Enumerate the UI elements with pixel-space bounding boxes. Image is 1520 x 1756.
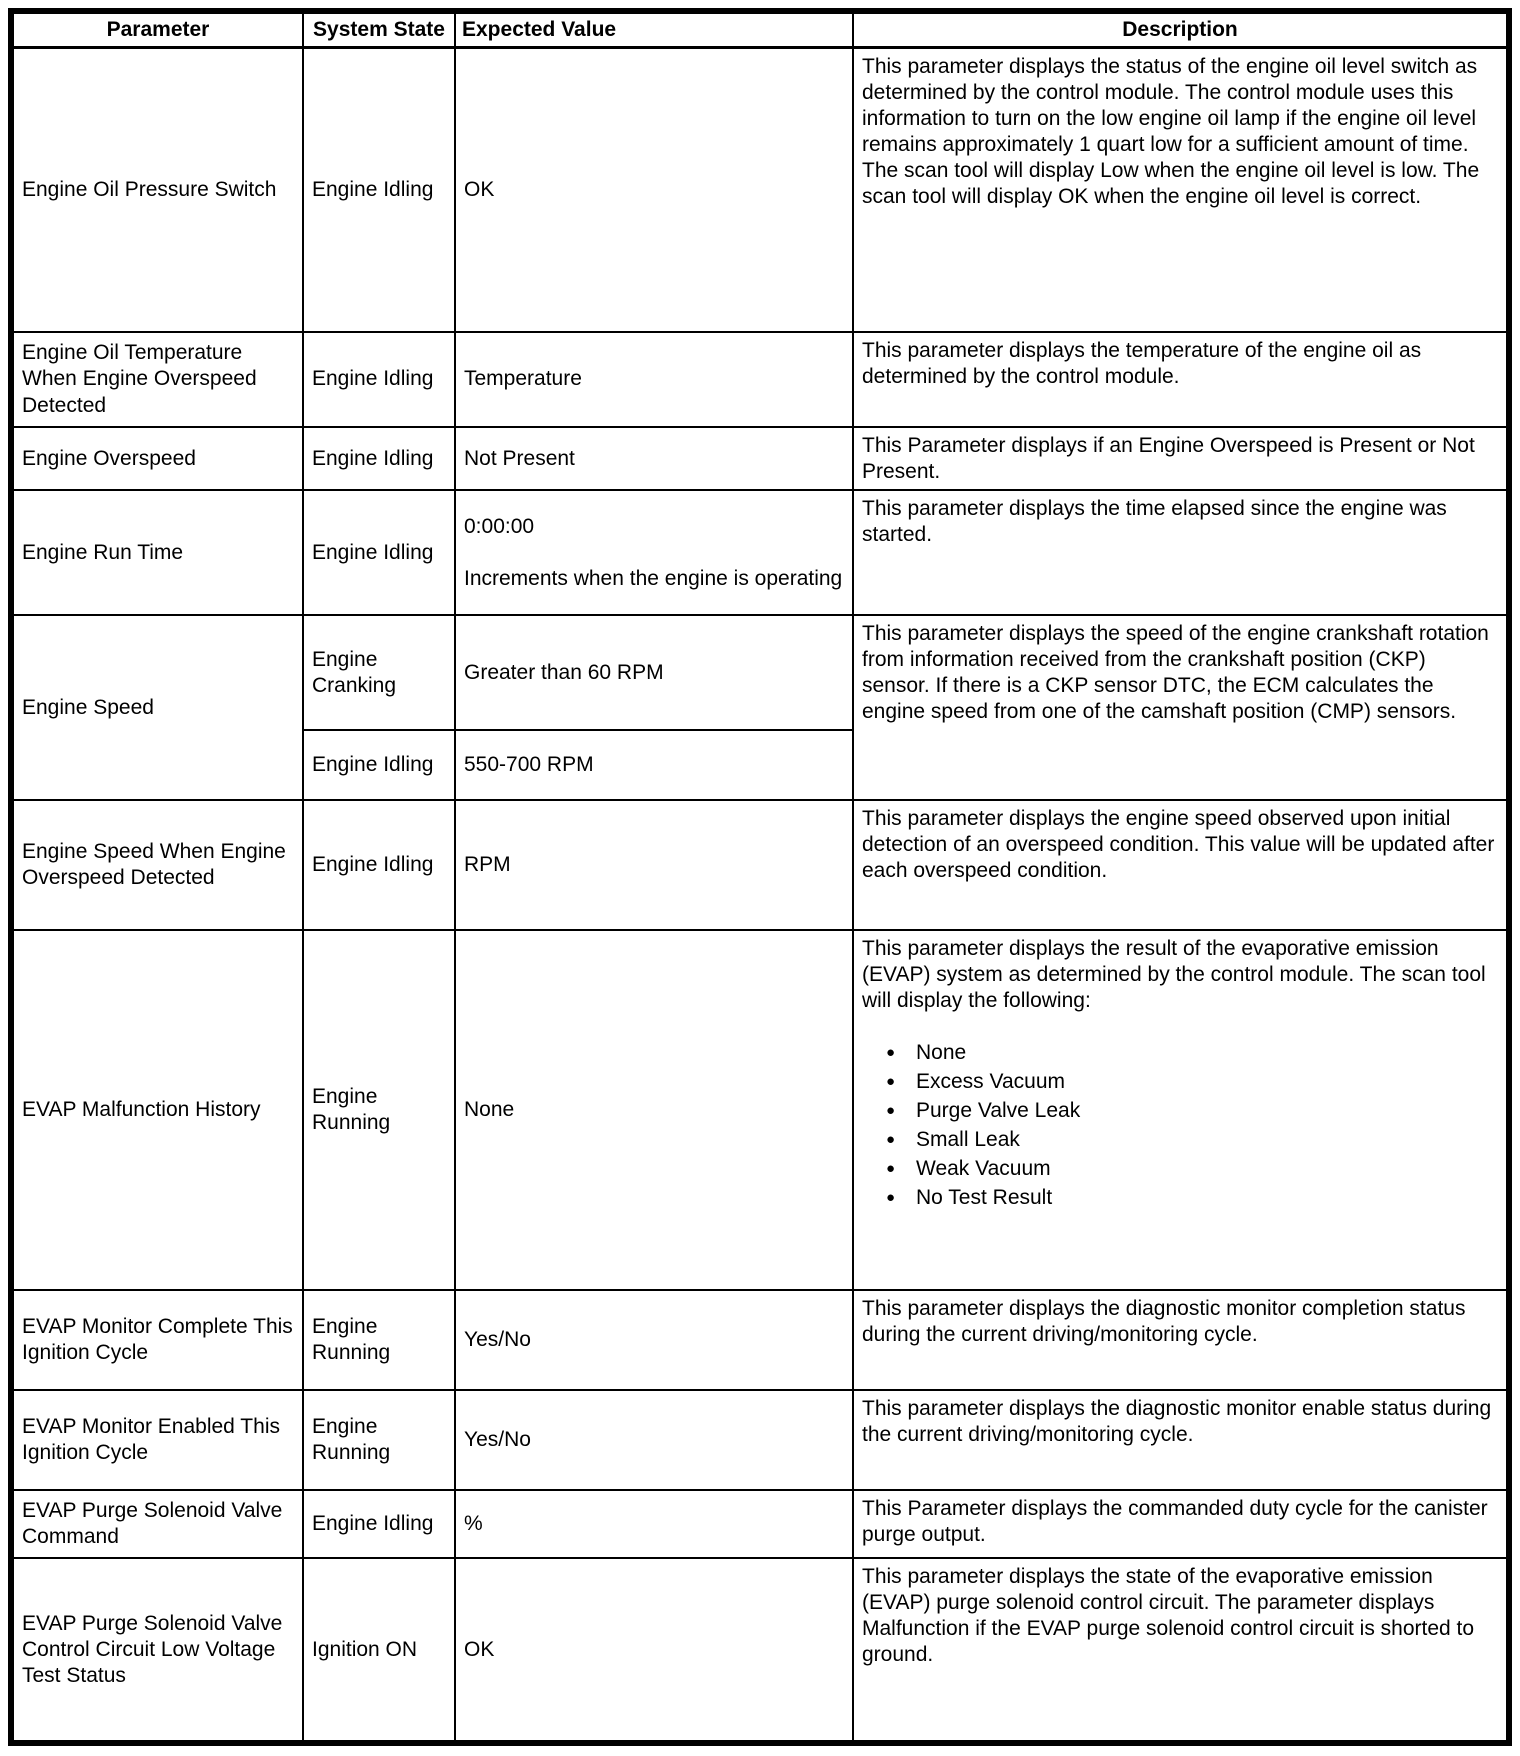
table-row — [11, 1490, 1509, 1558]
column-header-parameter: Parameter — [11, 11, 303, 47]
bullet-icon: ● — [886, 1131, 896, 1149]
expected-value-cell: OK — [455, 47, 853, 332]
table-row — [11, 47, 1509, 332]
bullet-list-item — [886, 1156, 1498, 1182]
parameter-cell: Engine Speed — [11, 615, 303, 800]
description-cell: This parameter displays the engine speed observed upon initial detection of an overspeed condition. This value will be updated after each overspeed condition. — [853, 800, 1509, 930]
description-cell: This Parameter displays the commanded duty cycle for the canister purge output. — [853, 1490, 1509, 1558]
table-row — [11, 1558, 1509, 1743]
parameter-cell: EVAP Monitor Complete This Ignition Cycle — [11, 1290, 303, 1390]
bullet-text: Small Leak — [916, 1128, 1020, 1152]
bullet-list-item — [886, 1098, 1498, 1124]
system-state-cell: Engine Idling — [303, 332, 455, 427]
bullet-text: Purge Valve Leak — [916, 1099, 1081, 1123]
table-row — [11, 930, 1509, 1290]
system-state-cell: Engine Idling — [303, 490, 455, 615]
description-cell: This parameter displays the speed of the engine crankshaft rotation from information received from the crankshaft position (CKP) sensor. If there is a CKP sensor DTC, the ECM calculates the engine speed from one of the camshaft position (CMP) sensors. — [853, 615, 1509, 800]
table-row — [11, 615, 1509, 730]
bullet-text: Excess Vacuum — [916, 1070, 1065, 1094]
description-cell: This parameter displays the diagnostic monitor completion status during the current driving/monitoring cycle. — [853, 1290, 1509, 1390]
expected-value-cell: Not Present — [455, 427, 853, 490]
system-state-cell: Engine Idling — [303, 47, 455, 332]
expected-value-cell: % — [455, 1490, 853, 1558]
description-cell — [853, 930, 1509, 1290]
system-state-cell: Ignition ON — [303, 1558, 455, 1743]
parameter-cell: Engine Oil Temperature When Engine Overspeed Detected — [11, 332, 303, 427]
description-cell: This parameter displays the state of the evaporative emission (EVAP) purge solenoid control circuit. The parameter displays Malfunction if the EVAP purge solenoid control circuit is shorted to ground. — [853, 1558, 1509, 1743]
expected-value-cell: 550-700 RPM — [455, 730, 853, 800]
system-state-cell: Engine Running — [303, 930, 455, 1290]
parameter-cell: Engine Overspeed — [11, 427, 303, 490]
bullet-list-item — [886, 1185, 1498, 1211]
parameter-cell: Engine Oil Pressure Switch — [11, 47, 303, 332]
bullet-icon: ● — [886, 1044, 896, 1062]
column-header-system-state: System State — [303, 11, 455, 47]
parameter-cell: EVAP Purge Solenoid Valve Command — [11, 1490, 303, 1558]
column-header-expected-value: Expected Value — [455, 11, 853, 47]
bullet-icon: ● — [886, 1073, 896, 1091]
bullet-icon: ● — [886, 1189, 896, 1207]
description-cell: This parameter displays the status of the engine oil level switch as determined by the control module. The control module uses this information to turn on the low engine oil lamp if the engine oil level remains approximately 1 quart low for a sufficient amount of time. The scan tool will display Low when the engine oil level is low. The scan tool will display OK when the engine oil level is correct. — [853, 47, 1509, 332]
bullet-text: Weak Vacuum — [916, 1157, 1051, 1181]
expected-value-line: 0:00:00 — [464, 514, 535, 538]
bullet-text: No Test Result — [916, 1186, 1053, 1210]
system-state-cell: Engine Running — [303, 1290, 455, 1390]
table-row — [11, 490, 1509, 615]
table-row — [11, 1290, 1509, 1390]
expected-value-cell: OK — [455, 1558, 853, 1743]
expected-value-cell: Yes/No — [455, 1390, 853, 1490]
system-state-cell: Engine Idling — [303, 800, 455, 930]
bullet-list-item — [886, 1040, 1498, 1066]
system-state-cell: Engine Idling — [303, 1490, 455, 1558]
table-row — [11, 1390, 1509, 1490]
bullet-list-item — [886, 1127, 1498, 1153]
parameter-cell: EVAP Monitor Enabled This Ignition Cycle — [11, 1390, 303, 1490]
description-cell: This parameter displays the diagnostic monitor enable status during the current driving/monitoring cycle. — [853, 1390, 1509, 1490]
parameter-cell: Engine Speed When Engine Overspeed Detected — [11, 800, 303, 930]
parameter-cell: EVAP Malfunction History — [11, 930, 303, 1290]
scan-tool-parameter-table — [8, 8, 1512, 1746]
parameter-cell: Engine Run Time — [11, 490, 303, 615]
bullet-icon: ● — [886, 1102, 896, 1120]
expected-value-cell: RPM — [455, 800, 853, 930]
system-state-cell: Engine Cranking — [303, 615, 455, 730]
system-state-cell: Engine Idling — [303, 427, 455, 490]
expected-value-cell: None — [455, 930, 853, 1290]
description-cell: This parameter displays the temperature of the engine oil as determined by the control module. — [853, 332, 1509, 427]
expected-value-cell: Temperature — [455, 332, 853, 427]
description-cell: This parameter displays the time elapsed since the engine was started. — [853, 490, 1509, 615]
system-state-cell: Engine Idling — [303, 730, 455, 800]
bullet-list-item — [886, 1069, 1498, 1095]
expected-value-cell: Yes/No — [455, 1290, 853, 1390]
parameter-cell: EVAP Purge Solenoid Valve Control Circuit Low Voltage Test Status — [11, 1558, 303, 1743]
column-header-description: Description — [853, 11, 1509, 47]
expected-value-line: Increments when the engine is operating — [464, 566, 843, 590]
expected-value-cell: Greater than 60 RPM — [455, 615, 853, 730]
description-bullet-list — [862, 1040, 1498, 1211]
expected-value-cell — [455, 490, 853, 615]
table-header-row — [11, 11, 1509, 47]
description-intro: This parameter displays the result of the evaporative emission (EVAP) system as determined by the control module. The scan tool will display the following: — [862, 937, 1486, 1013]
table-row — [11, 427, 1509, 490]
table-row — [11, 800, 1509, 930]
description-cell: This Parameter displays if an Engine Overspeed is Present or Not Present. — [853, 427, 1509, 490]
table-row — [11, 332, 1509, 427]
system-state-cell: Engine Running — [303, 1390, 455, 1490]
bullet-text: None — [916, 1041, 967, 1065]
bullet-icon: ● — [886, 1160, 896, 1178]
